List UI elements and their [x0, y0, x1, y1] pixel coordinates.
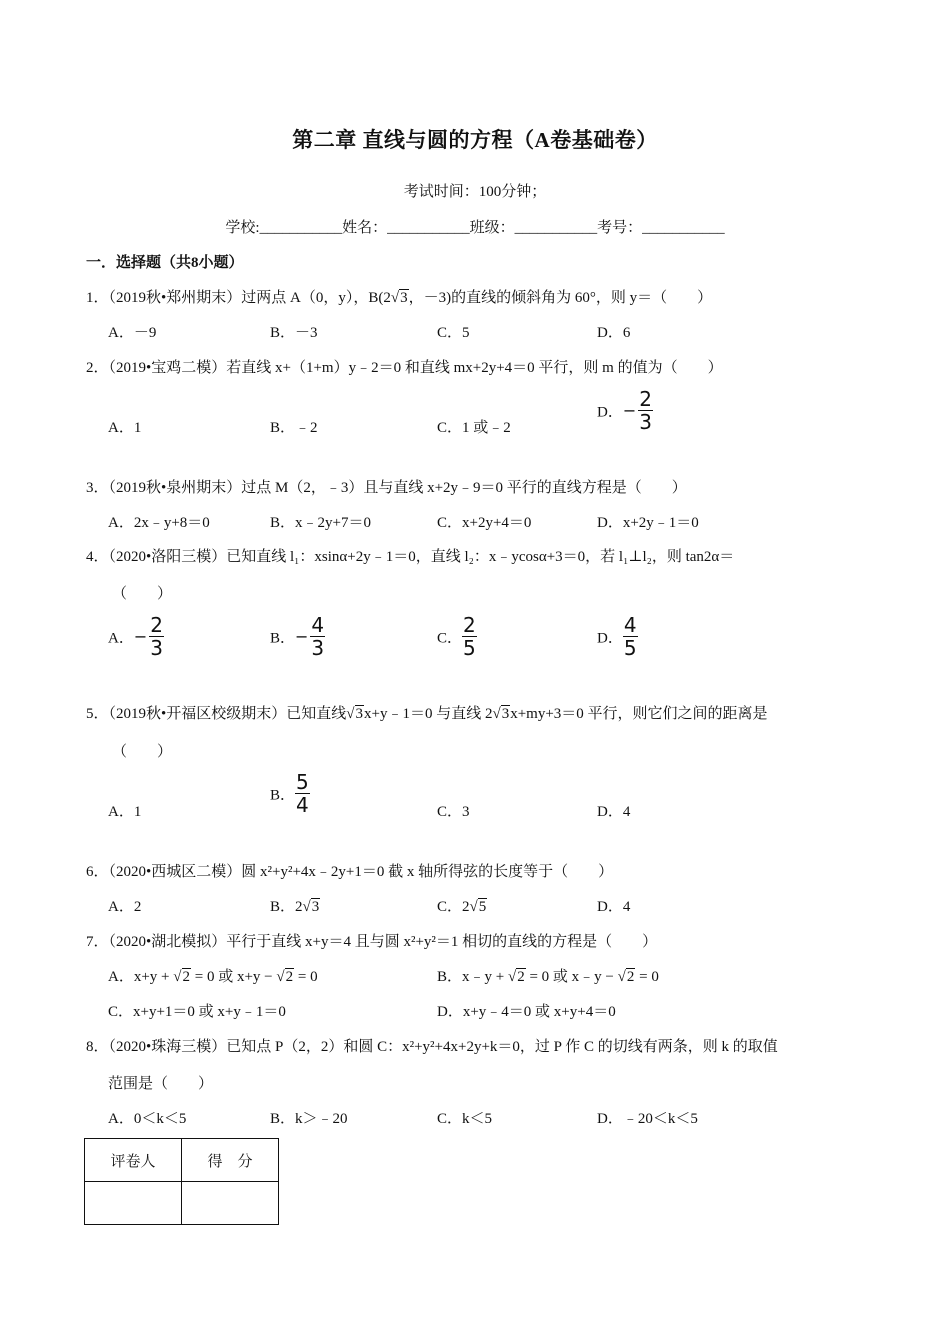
q2-option-a[interactable]: A．1: [108, 420, 142, 436]
q4-option-d[interactable]: D． $\frac{4}{5}$: [597, 613, 637, 661]
q3-option-d[interactable]: D．x+2y﹣1＝0: [597, 515, 699, 531]
page-title: 第二章 直线与圆的方程（A卷基础卷）: [292, 128, 658, 152]
student-info-line: 学校:___________姓名：___________班级：___________考号：___________: [225, 220, 725, 236]
question-7: 7．（2020•湖北模拟）平行于直线 x+y＝4 且与圆 x²+y²＝1 相切的直线的方程是（ ）: [86, 934, 658, 950]
fraction: $\frac{4}{5}$: [623, 613, 637, 661]
q8-option-b[interactable]: B．k＞﹣20: [270, 1111, 348, 1127]
q5-option-b[interactable]: B． $\frac{5}{4}$: [270, 770, 309, 818]
q4-option-b[interactable]: B．− $\frac{4}{3}$: [270, 613, 325, 661]
q8-option-a[interactable]: A．0＜k＜5: [108, 1111, 187, 1127]
question-5-line2: （ ）: [112, 744, 173, 760]
q7-option-d[interactable]: D．x+y﹣4＝0 或 x+y+4＝0: [437, 1004, 616, 1020]
question-4-line1: 4．（2020•洛阳三模）已知直线 l₁：xsinα+2y﹣1＝0，直线 l₂：x﹣ycosα+3＝0，若 l₁⊥l₂，则 tan2α＝: [86, 549, 735, 565]
q7-option-b[interactable]: B．x﹣y + √2 = 0 或 x﹣y − √2 = 0: [437, 969, 659, 985]
question-1: [86, 286, 712, 307]
question-3: 3．（2019秋•泉州期末）过点 M（2，﹣3）且与直线 x+2y﹣9＝0 平行的直线方程是（ ）: [86, 480, 687, 496]
q6-option-d[interactable]: D．4: [597, 899, 631, 915]
fraction: $\frac{2}{5}$: [463, 613, 476, 661]
exam-time: 考试时间：100分钟；: [403, 184, 547, 200]
q3-option-a[interactable]: A．2x﹣y+8＝0: [108, 515, 210, 531]
q3-option-b[interactable]: B．x﹣2y+7＝0: [270, 515, 371, 531]
q1-option-d[interactable]: D．6: [597, 325, 631, 341]
score-header: 得 分: [182, 1139, 279, 1182]
q8-option-d[interactable]: D．﹣20＜k＜5: [597, 1111, 698, 1127]
grader-cell[interactable]: [85, 1182, 182, 1225]
section-heading: 一．选择题（共8小题）: [86, 255, 244, 271]
q7-option-a[interactable]: A．x+y + √2 = 0 或 x+y − √2 = 0: [108, 969, 318, 985]
q2-option-c[interactable]: C．1 或﹣2: [437, 420, 511, 436]
sqrt-symbol: √2: [173, 969, 190, 985]
fraction: $\frac{4}{3}$: [311, 613, 325, 661]
sqrt-symbol: √3: [390, 290, 408, 306]
sqrt-symbol: √2: [617, 969, 635, 985]
q4-option-a[interactable]: A．− $\frac{2}{3}$: [108, 613, 163, 661]
question-5-line1: 5．（2019秋•开福区校级期末）已知直线√3x+y﹣1＝0 与直线 2√3x+my+3＝0 平行，则它们之间的距离是: [86, 706, 768, 722]
fraction: $\frac{2}{3}$: [150, 613, 163, 661]
question-8-line2: 范围是（ ）: [108, 1076, 214, 1092]
sqrt-symbol: √2: [276, 969, 294, 985]
q1-post: ，－3)的直线的倾斜角为 60°，则 y＝（ ）: [408, 290, 713, 306]
q5-option-d[interactable]: D．4: [597, 804, 631, 820]
q2-option-d[interactable]: D．− $\frac{2}{3}$: [597, 387, 652, 435]
q6-option-b[interactable]: B．2√3: [270, 899, 320, 915]
q1-option-b[interactable]: B．－3: [270, 325, 318, 341]
q8-option-c[interactable]: C．k＜5: [437, 1111, 493, 1127]
score-table: [84, 1138, 279, 1225]
score-cell[interactable]: [182, 1182, 279, 1225]
question-4-line2: （ ）: [112, 586, 173, 602]
q6-option-a[interactable]: A．2: [108, 899, 142, 915]
q5-option-a[interactable]: A．1: [108, 804, 142, 820]
q5-option-c[interactable]: C．3: [437, 804, 470, 820]
question-8-line1: 8．（2020•珠海三模）已知点 P（2，2）和圆 C：x²+y²+4x+2y+k＝0，过 P 作 C 的切线有两条，则 k 的取值: [86, 1039, 778, 1055]
q7-option-c[interactable]: C．x+y+1＝0 或 x+y﹣1＝0: [108, 1004, 286, 1020]
sqrt-symbol: √3: [492, 706, 510, 722]
q4-option-c[interactable]: C． $\frac{2}{5}$: [437, 613, 476, 661]
q6-option-c[interactable]: C．2√5: [437, 899, 487, 915]
sqrt-symbol: √5: [469, 899, 487, 915]
sqrt-symbol: √3: [302, 899, 320, 915]
question-2: 2．（2019•宝鸡二模）若直线 x+（1+m）y﹣2＝0 和直线 mx+2y+4＝0 平行，则 m 的值为（ ）: [86, 360, 723, 376]
q1-option-a[interactable]: A．－9: [108, 325, 157, 341]
question-6: 6．（2020•西城区二模）圆 x²+y²+4x﹣2y+1＝0 截 x 轴所得弦的长度等于（ ）: [86, 864, 614, 880]
q3-option-c[interactable]: C．x+2y+4＝0: [437, 515, 532, 531]
q2-option-b[interactable]: B．﹣2: [270, 420, 318, 436]
fraction: $\frac{5}{4}$: [296, 770, 309, 818]
sqrt-symbol: √3: [346, 706, 363, 722]
grader-header: 评卷人: [85, 1139, 182, 1182]
q1-pre: 1．（2019秋•郑州期末）过两点 A（0，y），B(2: [86, 290, 391, 306]
sqrt-symbol: √2: [507, 969, 525, 985]
q1-option-c[interactable]: C．5: [437, 325, 470, 341]
fraction: $\frac{2}{3}$: [639, 387, 652, 435]
